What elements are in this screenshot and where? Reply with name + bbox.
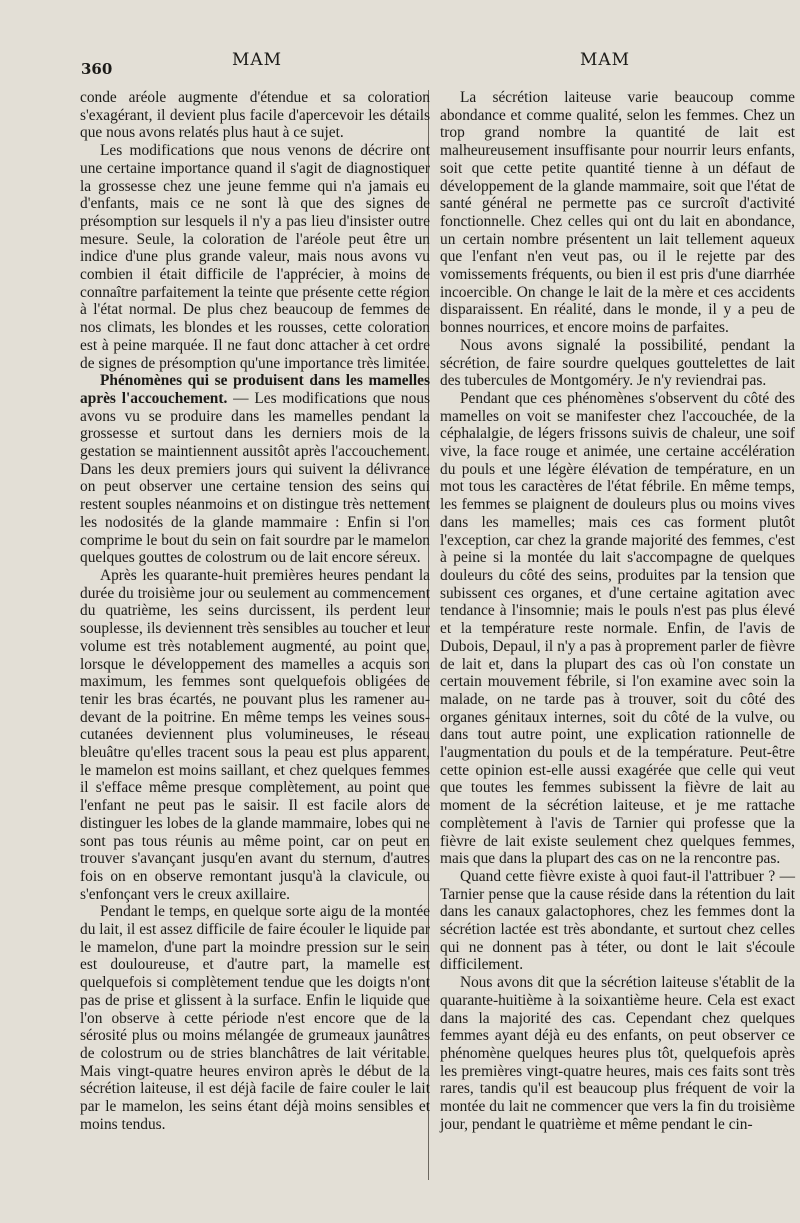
page-number: 360 xyxy=(81,60,113,78)
paragraph: Quand cette fièvre existe à quoi faut-il l'attribuer ? — Tarnier pense que la cause réside dans la rétention du lait dans les canaux galactophores, chez les femmes dont la sécrétion lactée est très abondante, et surtout chez celles qui ne donnent pas à téter, ou dont le lait s'écoule difficilement. xyxy=(440,867,795,974)
section-title: Phénomènes qui se produisent dans les mamelles après l'accouchement. xyxy=(80,372,430,407)
paragraph: Pendant le temps, en quelque sorte aigu de la montée du lait, il est assez difficile de faire écouler le liquide par le mamelon, d'une part la moindre pression sur le sein est douloureuse, et d'autre part, la mamelle est quelquefois si complètement tendue que les doigts n'ont pas de prise et glissent à la surface. Enfin le liquide que l'on observe à cette période n'est encore que de la sérosité plus ou moins mélangée de grumeaux jaunâtres de colostrum ou de stries blanchâtres de lait véritable. Mais vingt-quatre heures environ après le début de la sécrétion laiteuse, il est déjà facile de faire couler le lait par le mamelon, les seins étant déjà moins sensibles et moins tendus. xyxy=(80,903,430,1133)
section-paragraph xyxy=(80,372,430,567)
paragraph: Les modifications que nous venons de décrire ont une certaine importance quand il s'agit de diagnostiquer la grossesse chez une jeune femme qui n'a jamais eu d'enfants, mais ce ne sont là que des signes de présomption sur lesquels il n'y a pas lieu d'insister outre mesure. Seule, la coloration de l'aréole peut être un indice d'une plus grande valeur, mais nous avons vu combien il était difficile de l'apprécier, à moins de connaître parfaitement la teinte que présente cette région à l'état normal. De plus chez beaucoup de femmes de nos climats, les blondes et les rousses, cette coloration est à peine marquée. Il ne faut donc attacher à cet ordre de signes de présomption qu'une importance très limitée. xyxy=(80,142,430,372)
paragraph: Pendant que ces phénomènes s'observent du côté des mamelles on voit se manifester chez l'accouchée, de la céphalalgie, de légers frissons suivis de chaleur, une soif vive, la face rouge et animée, une certaine accélération du pouls et une légère élévation de température, en un mot tous les caractères de l'état fébrile. En même temps, les femmes se plaignent de douleurs plus ou moins vives dans les mamelles; mais ces cas forment plutôt l'exception, car chez la grande majorité des femmes, c'est à peine si la montée du lait s'accompagne de quelques douleurs du côté des seins, produites par la tension que subissent ces organes, et d'une certaine agitation avec tendance à l'insomnie; mais le pouls n'est pas plus élevé et la température reste normale. Enfin, de l'avis de Dubois, Depaul, il n'y a pas à proprement parler de fièvre de lait et, dans la plupart des cas où l'on constate un certain mouvement fébrile, si l'on examine avec soin la malade, on ne tarde pas à trouver, soit du côté des organes génitaux internes, soit du côté de la vulve, ou dans tout autre point, une explication rationnelle de l'augmentation du pouls et de la température. Peut-être cette opinion est-elle aussi exagérée que celle qui veut que toutes les femmes subissent la fièvre de lait au moment de la sécrétion laiteuse, et je me rattache complètement à l'avis de Tarnier qui professe que la fièvre de lait existe seulement chez quelques femmes, mais que dans la plupart des cas on ne la rencontre pas. xyxy=(440,389,795,868)
running-head-left: MAM xyxy=(232,50,283,70)
page-header xyxy=(0,40,800,80)
paragraph: Nous avons dit que la sécrétion laiteuse s'établit de la quarante-huitième à la soixantième heure. Cela est exact dans la majorité des cas. Cependant chez quelques femmes ayant déjà eu des enfants, on peut observer ce phénomène quelques heures plus tôt, quelquefois après les premières vingt-quatre heures, mais ces faits sont très rares, tandis qu'il est beaucoup plus fréquent de voir la montée du lait ne commencer que vers la fin du troisième jour, pendant le quatrième et même pendant le cin- xyxy=(440,974,795,1133)
running-head-right: MAM xyxy=(580,50,631,70)
paragraph: conde aréole augmente d'étendue et sa coloration s'exagérant, il devient plus facile d'apercevoir les détails que nous avons relatés plus haut à ce sujet. xyxy=(80,89,430,142)
right-column xyxy=(440,89,795,1133)
left-column xyxy=(80,89,430,1133)
paragraph: Nous avons signalé la possibilité, pendant la sécrétion, de faire sourdre quelques gouttelettes de lait des tubercules de Montgoméry. Je n'y reviendrai pas. xyxy=(440,336,795,390)
section-body: — Les modifications que nous avons vu se produire dans les mamelles pendant la grossesse et surtout dans les derniers mois de la gestation se maintiennent aussitôt après l'accouchement. Dans les deux premiers jours qui suivent la délivrance on peut observer une certaine tension des seins qui restent souples néanmoins et on distingue très nettement les nodosités de la glande mammaire : Enfin si l'on comprime le bout du sein on fait sourdre par le mamelon quelques gouttes de colostrum ou de lait encore séreux. xyxy=(80,389,431,567)
paragraph: La sécrétion laiteuse varie beaucoup comme abondance et comme qualité, selon les femmes. Chez un trop grand nombre la quantité de lait est malheureusement insuffisante pour nourrir leurs enfants, soit que cette petite quantité tienne à un défaut de développement de la glande mammaire, soit que l'état de santé général ne permette pas ce surcroît d'activité fonctionnelle. Chez celles qui ont du lait en abondance, un certain nombre présentent un lait tellement aqueux que l'enfant n'en veut pas, ou il le rejette par des vomissements fréquents, ou bien il est pris d'une diarrhée incoercible. On change le lait de la mère et ces accidents disparaissent. En réalité, dans le monde, il y a peu de bonnes nourrices, et encore moins de parfaites. xyxy=(440,89,795,337)
paragraph: Après les quarante-huit premières heures pendant la durée du troisième jour ou seulement au commencement du quatrième, les seins durcissent, ils perdent leur souplesse, ils deviennent très sensibles au toucher et leur volume est très notablement augmenté, au point que, lorsque le développement des mamelles a acquis son maximum, les femmes sont quelquefois obligées de tenir les bras écartés, ne pouvant plus les ramener au-devant de la poitrine. En même temps les veines sous-cutanées deviennent plus volumineuses, le réseau bleuâtre qu'elles tracent sous la peau est plus apparent, le mamelon est moins saillant, et chez quelques femmes il s'efface même presque complètement, au point que l'enfant ne peut pas le saisir. Il est facile alors de distinguer les lobes de la glande mammaire, lobes qui ne sont pas tous réunis au même point, car on peut en trouver s'avançant jusqu'en avant du sternum, d'autres fois on en observe remontant jusqu'à la clavicule, ou s'enfonçant vers le creux axillaire. xyxy=(80,566,430,903)
